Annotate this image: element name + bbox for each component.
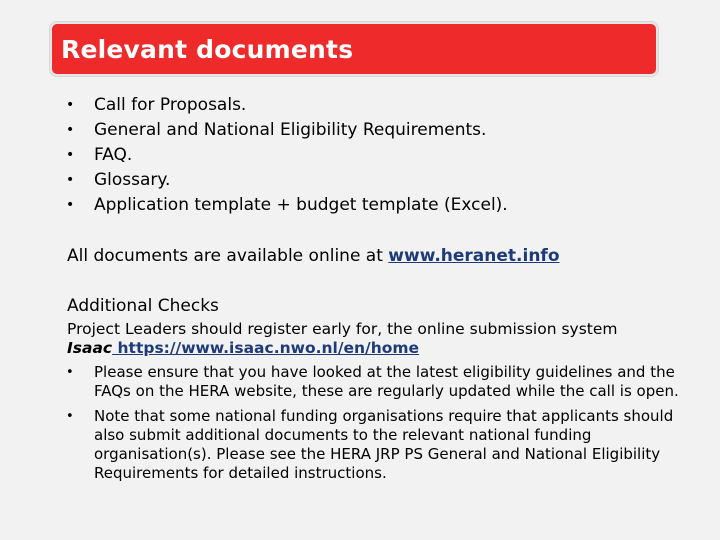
check-text: Please ensure that you have looked at the latest eligibility guidelines and the FAQs on the HERA website, these are regularly updated while the call is open. bbox=[94, 363, 679, 400]
list-item bbox=[66, 93, 508, 118]
list-item bbox=[66, 193, 508, 218]
checks-list bbox=[66, 363, 686, 483]
check-text: Note that some national funding organisations require that applicants should also submit additional documents to the relevant national funding organisation(s). Please see the HERA JRP PS General and National Eligibility Requirements for detailed instructions. bbox=[94, 407, 674, 482]
list-item bbox=[66, 363, 686, 401]
system-name: Isaac bbox=[67, 339, 113, 357]
list-item bbox=[66, 143, 508, 168]
register-paragraph bbox=[67, 320, 667, 358]
register-text: Project Leaders should register early for, the online submission system bbox=[67, 320, 618, 338]
title-banner bbox=[50, 22, 658, 76]
list-item bbox=[66, 118, 508, 143]
isaac-link[interactable]: https://www.isaac.nwo.nl/en/home bbox=[112, 339, 420, 357]
bullet-icon: • bbox=[66, 409, 74, 424]
availability-text: All documents are available online at bbox=[67, 246, 389, 266]
bullet-icon: • bbox=[66, 197, 75, 213]
heranet-link[interactable]: www.heranet.info bbox=[388, 246, 560, 266]
document-label: Glossary. bbox=[94, 170, 171, 190]
bullet-icon: • bbox=[66, 97, 75, 113]
bullet-icon: • bbox=[66, 147, 75, 163]
document-label: Application template + budget template (Excel). bbox=[94, 195, 508, 215]
bullet-icon: • bbox=[66, 172, 75, 188]
list-item bbox=[66, 168, 508, 193]
document-label: Call for Proposals. bbox=[94, 95, 247, 115]
availability-statement bbox=[67, 244, 560, 268]
document-label: FAQ. bbox=[94, 145, 133, 165]
bullet-icon: • bbox=[66, 365, 74, 380]
documents-list bbox=[66, 93, 508, 218]
list-item bbox=[66, 407, 686, 483]
bullet-icon: • bbox=[66, 122, 75, 138]
page-title: Relevant documents bbox=[61, 35, 354, 64]
document-label: General and National Eligibility Requirements. bbox=[94, 120, 487, 140]
additional-checks-heading: Additional Checks bbox=[67, 296, 219, 316]
